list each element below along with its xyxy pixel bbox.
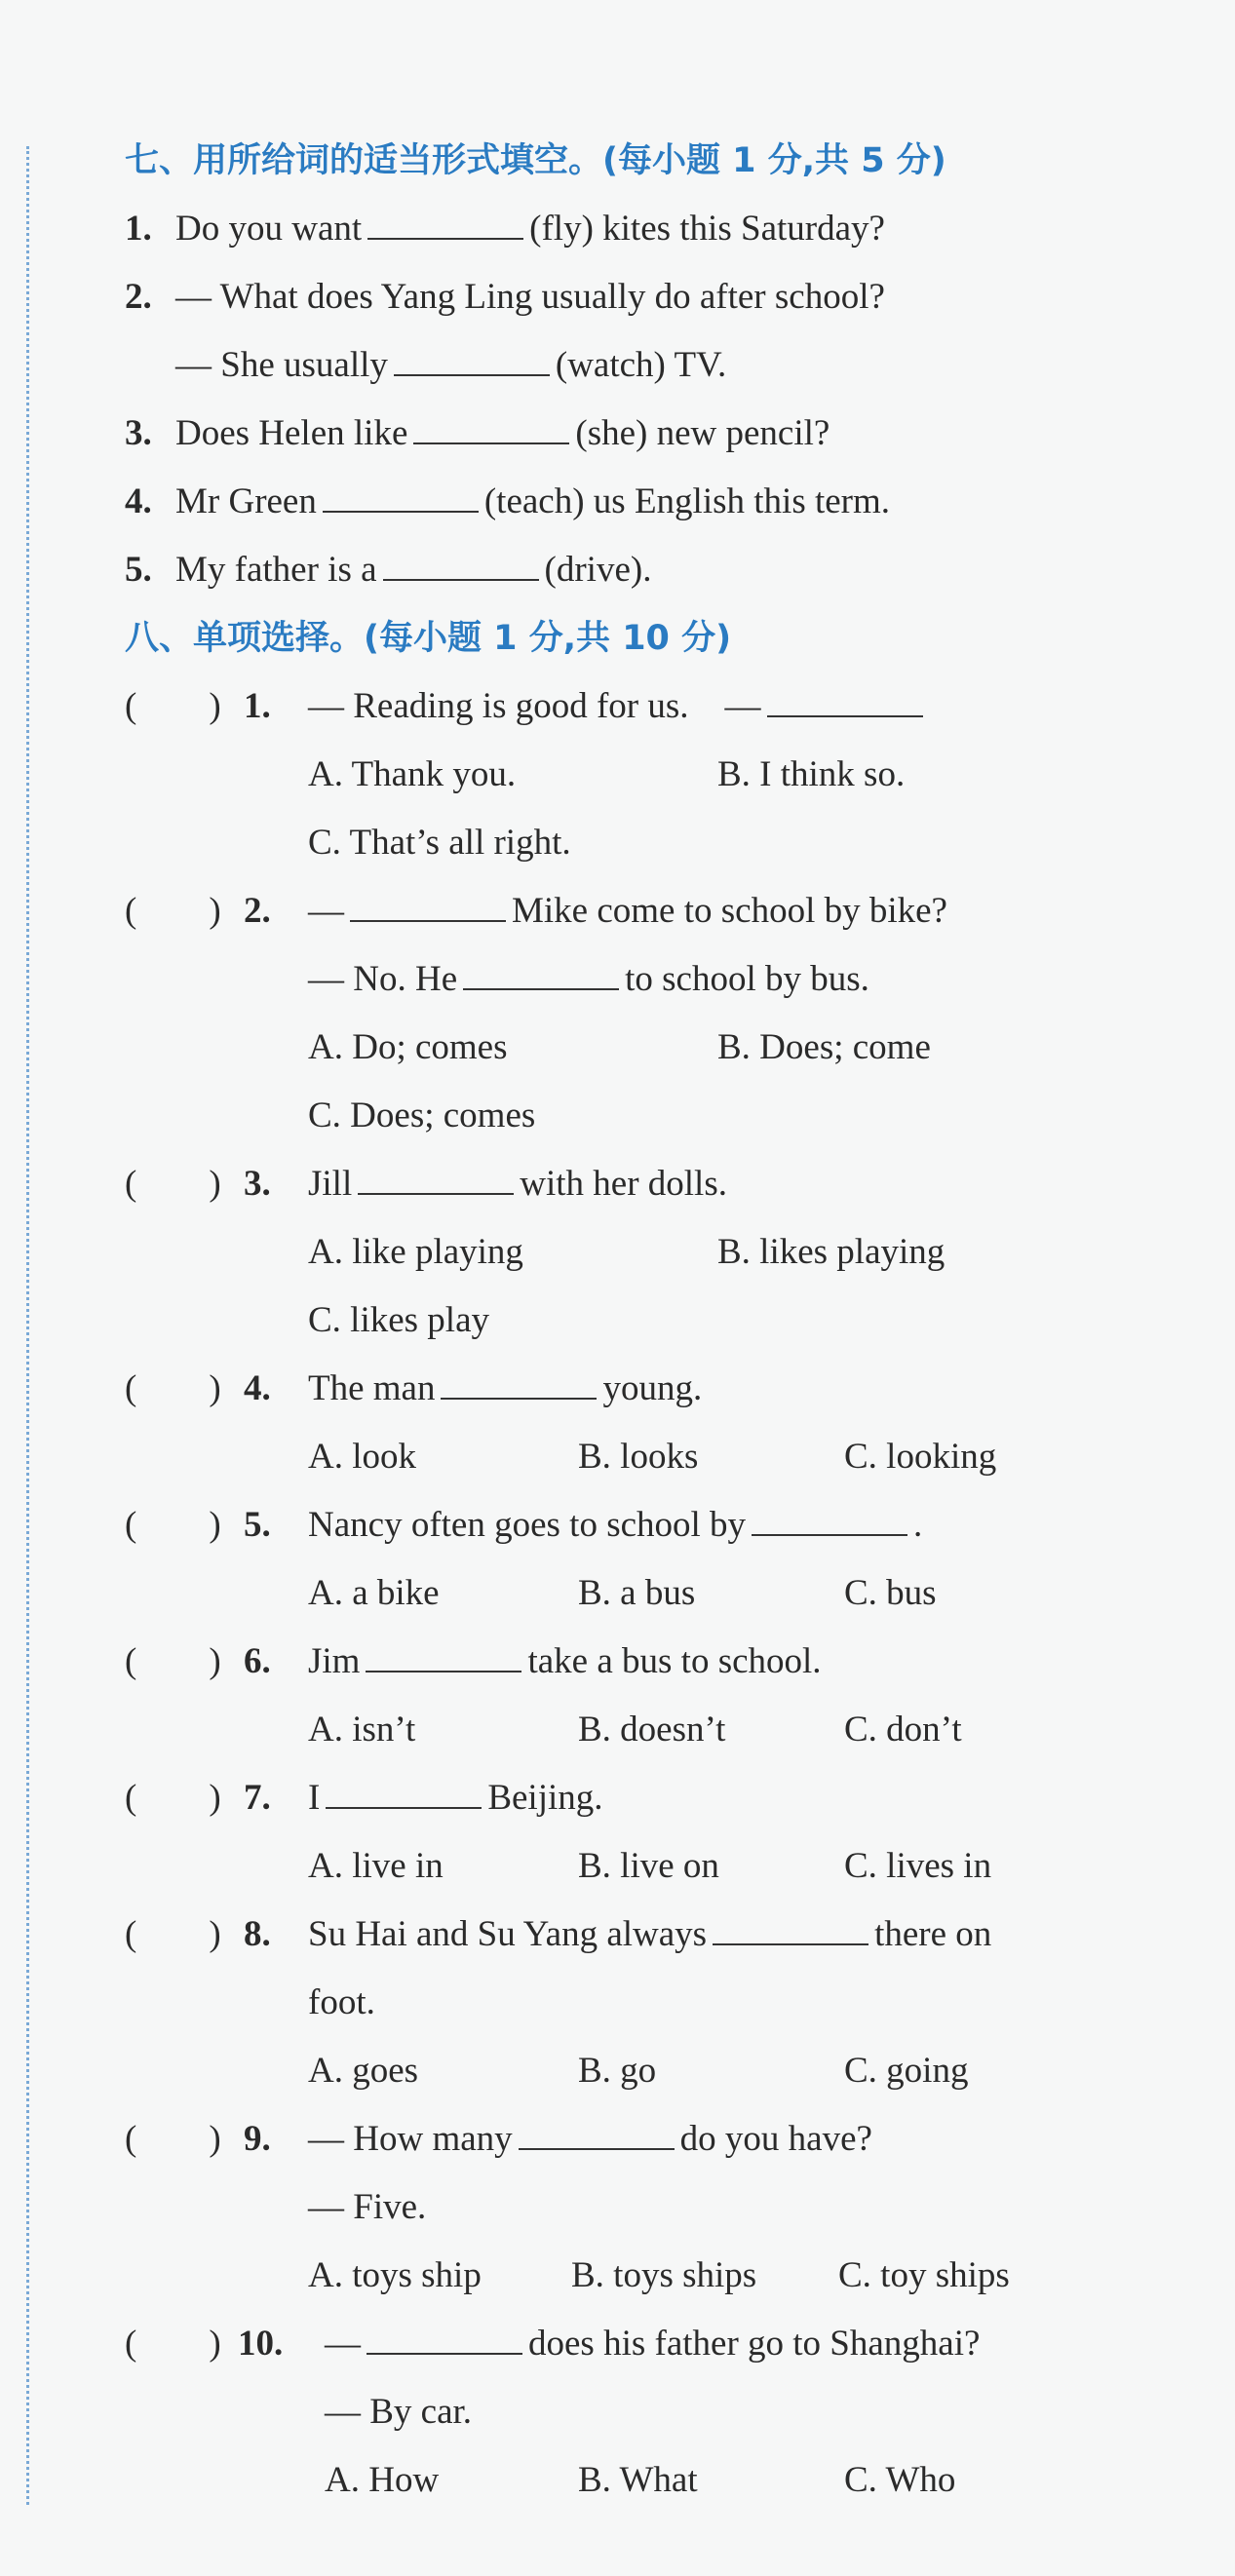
option-c[interactable]: C. lives in bbox=[844, 1846, 992, 1886]
mcq-question-7 bbox=[125, 1764, 1177, 1832]
mcq-options-row bbox=[125, 2242, 1177, 2310]
mcq-options-row bbox=[125, 1287, 1177, 1355]
answer-bracket[interactable]: ( ) bbox=[125, 1368, 221, 1408]
mcq-options-row bbox=[125, 1832, 1177, 1901]
mcq-options-row bbox=[125, 2446, 1177, 2515]
question-number: 10. bbox=[238, 2324, 284, 2364]
answer-blank[interactable] bbox=[323, 481, 479, 513]
option-c[interactable]: C. That’s all right. bbox=[308, 823, 571, 863]
mcq-question-9-line-2 bbox=[125, 2173, 1177, 2242]
fill-question-2-answer-line: — She usually (watch) TV. bbox=[175, 345, 727, 385]
mcq-question-2-line-2 bbox=[125, 945, 1177, 1014]
option-b[interactable]: B. live on bbox=[578, 1846, 719, 1886]
mcq-question-10 bbox=[125, 2310, 1177, 2378]
answer-bracket[interactable]: ( ) bbox=[125, 891, 221, 931]
option-c[interactable]: C. looking bbox=[844, 1437, 997, 1477]
answer-bracket[interactable]: ( ) bbox=[125, 2119, 221, 2159]
answer-blank[interactable] bbox=[752, 1505, 907, 1536]
mcq-question-8-line-2 bbox=[125, 1969, 1177, 2037]
question-text: Jim take a bus to school. bbox=[308, 1641, 822, 1681]
fill-question-1: 1. Do you want (fly) kites this Saturday? bbox=[125, 195, 1177, 263]
option-a[interactable]: A. like playing bbox=[308, 1232, 523, 1272]
question-text: — By car. bbox=[325, 2392, 473, 2432]
question-number: 3. bbox=[244, 1164, 271, 1204]
mcq-question-10-line-2 bbox=[125, 2378, 1177, 2446]
fill-question-5: 5. My father is a (drive). bbox=[125, 536, 1177, 604]
mcq-question-3 bbox=[125, 1150, 1177, 1218]
answer-bracket[interactable]: ( ) bbox=[125, 2324, 221, 2364]
mcq-options-row bbox=[125, 1014, 1177, 1082]
question-text: — does his father go to Shanghai? bbox=[325, 2324, 981, 2364]
answer-blank[interactable] bbox=[326, 1778, 482, 1809]
answer-blank[interactable] bbox=[367, 209, 523, 240]
question-text: Jill with her dolls. bbox=[308, 1164, 727, 1204]
answer-blank[interactable] bbox=[441, 1368, 597, 1400]
question-text: — How many do you have? bbox=[308, 2119, 872, 2159]
mcq-options-row bbox=[125, 2037, 1177, 2105]
question-text: Su Hai and Su Yang always there on bbox=[308, 1914, 992, 1954]
question-number: 5. bbox=[244, 1505, 271, 1545]
worksheet-page bbox=[125, 127, 1177, 2515]
option-c[interactable]: C. Who bbox=[844, 2460, 956, 2500]
question-text: The man young. bbox=[308, 1368, 703, 1408]
option-b[interactable]: B. toys ships bbox=[571, 2255, 757, 2295]
section-7-heading: 七、用所给词的适当形式填空。(每小题 1 分,共 5 分) bbox=[125, 141, 946, 180]
option-c[interactable]: C. Does; comes bbox=[308, 1096, 536, 1135]
answer-blank[interactable] bbox=[358, 1164, 514, 1195]
mcq-question-1 bbox=[125, 673, 1177, 741]
question-number: 9. bbox=[244, 2119, 271, 2159]
mcq-options-row bbox=[125, 809, 1177, 877]
option-a[interactable]: A. goes bbox=[308, 2051, 419, 2091]
option-b[interactable]: B. looks bbox=[578, 1437, 699, 1477]
option-b[interactable]: B. Does; come bbox=[717, 1027, 931, 1067]
fill-question-2: 2. — What does Yang Ling usually do after school? bbox=[125, 263, 1177, 331]
question-text: — Mike come to school by bike? bbox=[308, 891, 947, 931]
mcq-question-9 bbox=[125, 2105, 1177, 2173]
answer-blank[interactable] bbox=[367, 2324, 522, 2355]
option-b[interactable]: B. likes playing bbox=[717, 1232, 946, 1272]
option-b[interactable]: B. go bbox=[578, 2051, 657, 2091]
mcq-options-row bbox=[125, 1082, 1177, 1150]
option-c[interactable]: C. going bbox=[844, 2051, 969, 2091]
mcq-question-6 bbox=[125, 1628, 1177, 1696]
option-a[interactable]: A. look bbox=[308, 1437, 416, 1477]
option-b[interactable]: B. I think so. bbox=[717, 754, 906, 794]
question-number: 4. bbox=[125, 481, 152, 521]
question-number: 3. bbox=[125, 413, 152, 453]
option-a[interactable]: A. Thank you. bbox=[308, 754, 517, 794]
option-a[interactable]: A. Do; comes bbox=[308, 1027, 508, 1067]
question-number: 6. bbox=[244, 1641, 271, 1681]
question-text: — No. He to school by bus. bbox=[308, 959, 869, 999]
question-number: 2. bbox=[244, 891, 271, 931]
binding-margin-line bbox=[26, 146, 29, 2505]
option-a[interactable]: A. live in bbox=[308, 1846, 444, 1886]
answer-bracket[interactable]: ( ) bbox=[125, 1505, 221, 1545]
option-b[interactable]: B. a bus bbox=[578, 1573, 696, 1613]
option-c[interactable]: C. don’t bbox=[844, 1710, 962, 1749]
answer-blank[interactable] bbox=[394, 345, 550, 376]
option-a[interactable]: A. toys ship bbox=[308, 2255, 482, 2295]
question-number: 1. bbox=[244, 686, 271, 726]
answer-bracket[interactable]: ( ) bbox=[125, 1914, 221, 1954]
question-text: — Five. bbox=[308, 2187, 427, 2227]
answer-blank[interactable] bbox=[383, 550, 539, 581]
mcq-options-row bbox=[125, 1423, 1177, 1491]
mcq-question-2 bbox=[125, 877, 1177, 945]
option-a[interactable]: A. isn’t bbox=[308, 1710, 416, 1749]
option-b[interactable]: B. What bbox=[578, 2460, 698, 2500]
option-a[interactable]: A. How bbox=[325, 2460, 440, 2500]
question-number: 8. bbox=[244, 1914, 271, 1954]
mcq-question-8 bbox=[125, 1901, 1177, 1969]
question-text: I Beijing. bbox=[308, 1778, 603, 1818]
mcq-options-row bbox=[125, 1559, 1177, 1628]
mcq-question-5 bbox=[125, 1491, 1177, 1559]
answer-blank[interactable] bbox=[713, 1914, 868, 1945]
fill-question-3: 3. Does Helen like (she) new pencil? bbox=[125, 400, 1177, 468]
question-text: Nancy often goes to school by . bbox=[308, 1505, 923, 1545]
answer-blank[interactable] bbox=[767, 686, 923, 717]
option-a[interactable]: A. a bike bbox=[308, 1573, 440, 1613]
question-number: 7. bbox=[244, 1778, 271, 1818]
mcq-options-row bbox=[125, 1696, 1177, 1764]
question-text: — Reading is good for us. — bbox=[308, 673, 929, 741]
option-b[interactable]: B. doesn’t bbox=[578, 1710, 726, 1749]
question-text: foot. bbox=[308, 1982, 375, 2022]
question-number: 4. bbox=[244, 1368, 271, 1408]
mcq-options-row bbox=[125, 1218, 1177, 1287]
option-c[interactable]: C. likes play bbox=[308, 1300, 490, 1340]
answer-blank[interactable] bbox=[366, 1641, 521, 1672]
answer-blank[interactable] bbox=[350, 891, 506, 922]
question-number: 2. bbox=[125, 277, 152, 317]
answer-bracket[interactable]: ( ) bbox=[125, 1778, 221, 1818]
section-8-heading: 八、单项选择。(每小题 1 分,共 10 分) bbox=[125, 619, 732, 658]
question-number: 1. bbox=[125, 209, 152, 249]
mcq-options-row bbox=[125, 741, 1177, 809]
option-c[interactable]: C. bus bbox=[844, 1573, 937, 1613]
answer-bracket[interactable]: ( ) bbox=[125, 1641, 221, 1681]
answer-blank[interactable] bbox=[463, 959, 619, 990]
mcq-question-4 bbox=[125, 1355, 1177, 1423]
answer-blank[interactable] bbox=[519, 2119, 675, 2150]
option-c[interactable]: C. toy ships bbox=[838, 2255, 1010, 2295]
answer-bracket[interactable]: ( ) bbox=[125, 686, 221, 726]
answer-bracket[interactable]: ( ) bbox=[125, 1164, 221, 1204]
question-number: 5. bbox=[125, 550, 152, 590]
fill-question-4: 4. Mr Green (teach) us English this term. bbox=[125, 468, 1177, 536]
answer-blank[interactable] bbox=[413, 413, 569, 444]
